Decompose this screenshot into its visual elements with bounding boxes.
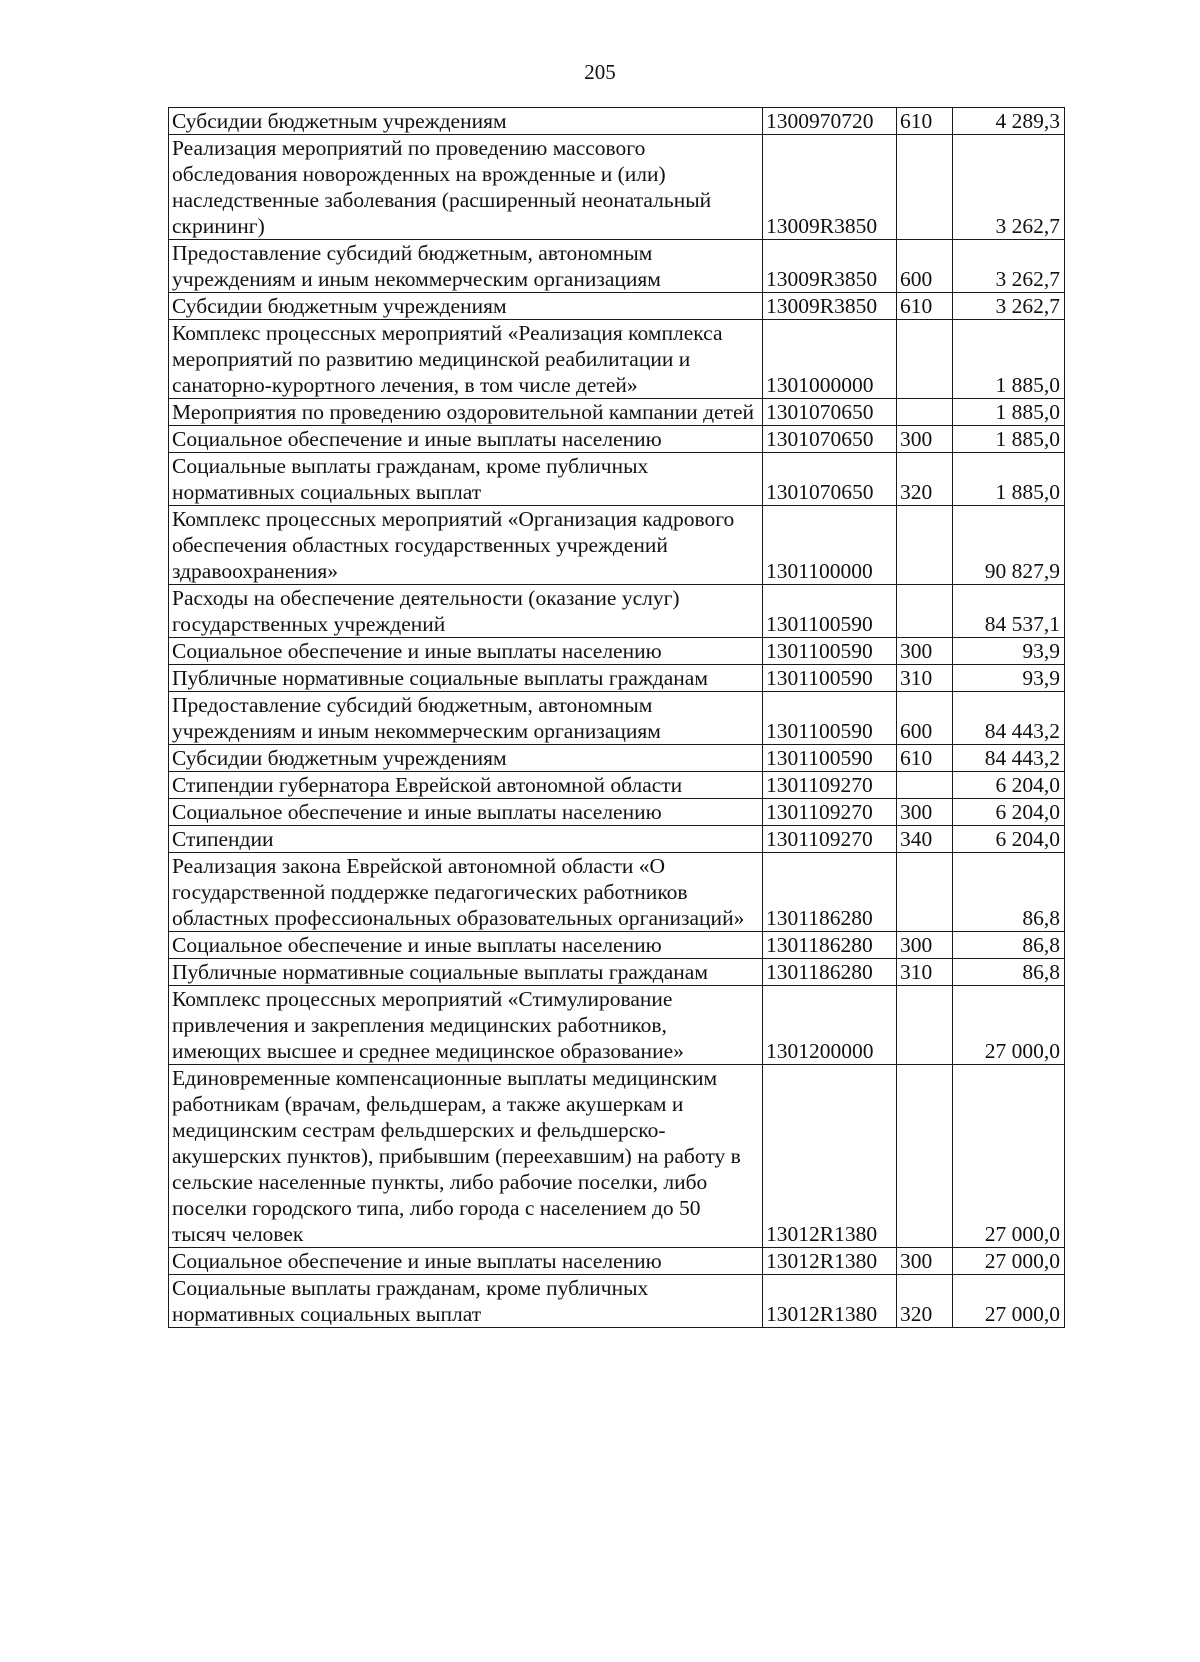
row-code-cell: 13012R1380 [763,1065,897,1248]
row-name-cell: Социальное обеспечение и иные выплаты населению [169,932,763,959]
row-code-cell: 1301100590 [763,638,897,665]
row-sum-cell: 90 827,9 [953,506,1065,585]
row-type-cell: 310 [897,665,953,692]
row-type-cell [897,135,953,240]
table-row [169,665,1065,692]
row-code-cell: 1301070650 [763,399,897,426]
row-sum-cell: 27 000,0 [953,1065,1065,1248]
row-sum-cell: 86,8 [953,853,1065,932]
table-row [169,293,1065,320]
row-sum-cell: 84 443,2 [953,745,1065,772]
row-type-cell: 610 [897,745,953,772]
row-code-cell: 1301070650 [763,453,897,506]
row-code-cell: 13009R3850 [763,293,897,320]
page-number: 205 [584,60,616,84]
row-name-cell: Единовременные компенсационные выплаты медицинским работникам (врачам, фельдшерам, а также акушеркам и медицинским сестрам фельдшерских и фельдшерско-акушерских пунктов), прибывшим (переехавшим) на работу в сельские населенные пункты, либо рабочие поселки, либо поселки городского типа, либо города с населением до 50 тысяч человек [169,1065,763,1248]
row-sum-cell: 27 000,0 [953,1275,1065,1328]
row-code-cell: 1301100590 [763,665,897,692]
table-row [169,399,1065,426]
row-type-cell [897,585,953,638]
row-name-cell: Предоставление субсидий бюджетным, автономным учреждениям и иным некоммерческим организациям [169,240,763,293]
row-type-cell [897,506,953,585]
row-type-cell: 610 [897,293,953,320]
table-row [169,320,1065,399]
table-row [169,585,1065,638]
row-type-cell: 300 [897,932,953,959]
table-row [169,506,1065,585]
row-sum-cell: 6 204,0 [953,826,1065,853]
table-row [169,799,1065,826]
row-type-cell: 600 [897,240,953,293]
row-sum-cell: 1 885,0 [953,320,1065,399]
row-type-cell: 300 [897,1248,953,1275]
row-code-cell: 1301109270 [763,799,897,826]
row-name-cell: Социальное обеспечение и иные выплаты населению [169,638,763,665]
table-row [169,453,1065,506]
row-code-cell: 13009R3850 [763,240,897,293]
row-sum-cell: 1 885,0 [953,453,1065,506]
row-name-cell: Комплекс процессных мероприятий «Стимулирование привлечения и закрепления медицинских работников, имеющих высшее и среднее медицинское образование» [169,986,763,1065]
row-code-cell: 1301100000 [763,506,897,585]
row-name-cell: Стипендии [169,826,763,853]
row-sum-cell: 1 885,0 [953,399,1065,426]
row-name-cell: Социальное обеспечение и иные выплаты населению [169,426,763,453]
row-sum-cell: 1 885,0 [953,426,1065,453]
row-sum-cell: 3 262,7 [953,135,1065,240]
table-row [169,745,1065,772]
row-code-cell: 1301109270 [763,772,897,799]
table-row [169,1275,1065,1328]
row-name-cell: Комплекс процессных мероприятий «Организация кадрового обеспечения областных государственных учреждений здравоохранения» [169,506,763,585]
row-type-cell [897,320,953,399]
row-type-cell: 300 [897,426,953,453]
row-type-cell: 600 [897,692,953,745]
table-row [169,959,1065,986]
table-row [169,240,1065,293]
row-name-cell: Социальное обеспечение и иные выплаты населению [169,799,763,826]
row-type-cell [897,1065,953,1248]
row-sum-cell: 93,9 [953,638,1065,665]
row-name-cell: Субсидии бюджетным учреждениям [169,745,763,772]
row-code-cell: 1300970720 [763,108,897,135]
table-row [169,1065,1065,1248]
row-code-cell: 13012R1380 [763,1248,897,1275]
row-sum-cell: 27 000,0 [953,986,1065,1065]
row-code-cell: 1301070650 [763,426,897,453]
row-code-cell: 1301186280 [763,932,897,959]
row-sum-cell: 84 537,1 [953,585,1065,638]
table-row [169,772,1065,799]
row-sum-cell: 84 443,2 [953,692,1065,745]
row-code-cell: 1301186280 [763,853,897,932]
row-sum-cell: 27 000,0 [953,1248,1065,1275]
row-type-cell [897,772,953,799]
row-sum-cell: 86,8 [953,932,1065,959]
row-type-cell [897,853,953,932]
row-code-cell: 13012R1380 [763,1275,897,1328]
row-sum-cell: 4 289,3 [953,108,1065,135]
row-type-cell: 300 [897,799,953,826]
row-name-cell: Социальные выплаты гражданам, кроме публичных нормативных социальных выплат [169,453,763,506]
row-code-cell: 1301100590 [763,692,897,745]
table-row [169,426,1065,453]
row-type-cell: 340 [897,826,953,853]
row-name-cell: Реализация закона Еврейской автономной области «О государственной поддержке педагогических работников областных профессиональных образовательных организаций» [169,853,763,932]
table-row [169,932,1065,959]
budget-table [168,107,1065,1328]
row-type-cell [897,986,953,1065]
row-type-cell: 320 [897,453,953,506]
row-name-cell: Социальное обеспечение и иные выплаты населению [169,1248,763,1275]
table-row [169,135,1065,240]
row-type-cell: 320 [897,1275,953,1328]
budget-table-body [169,108,1065,1328]
row-code-cell: 1301200000 [763,986,897,1065]
row-type-cell: 610 [897,108,953,135]
table-row [169,108,1065,135]
row-sum-cell: 6 204,0 [953,799,1065,826]
row-type-cell [897,399,953,426]
row-name-cell: Публичные нормативные социальные выплаты гражданам [169,665,763,692]
row-code-cell: 1301109270 [763,826,897,853]
row-name-cell: Реализация мероприятий по проведению массового обследования новорожденных на врожденные и (или) наследственные заболевания (расширенный неонатальный скрининг) [169,135,763,240]
table-row [169,1248,1065,1275]
row-code-cell: 1301100590 [763,585,897,638]
row-name-cell: Предоставление субсидий бюджетным, автономным учреждениям и иным некоммерческим организациям [169,692,763,745]
row-name-cell: Субсидии бюджетным учреждениям [169,293,763,320]
table-row [169,986,1065,1065]
row-sum-cell: 3 262,7 [953,293,1065,320]
row-code-cell: 1301186280 [763,959,897,986]
row-code-cell: 1301100590 [763,745,897,772]
row-name-cell: Социальные выплаты гражданам, кроме публичных нормативных социальных выплат [169,1275,763,1328]
table-row [169,692,1065,745]
row-code-cell: 1301000000 [763,320,897,399]
table-row [169,826,1065,853]
row-name-cell: Комплекс процессных мероприятий «Реализация комплекса мероприятий по развитию медицинской реабилитации и санаторно-курортного лечения, в том числе детей» [169,320,763,399]
row-sum-cell: 86,8 [953,959,1065,986]
table-row [169,853,1065,932]
row-type-cell: 310 [897,959,953,986]
table-row [169,638,1065,665]
row-name-cell: Мероприятия по проведению оздоровительной кампании детей [169,399,763,426]
row-name-cell: Стипендии губернатора Еврейской автономной области [169,772,763,799]
row-name-cell: Расходы на обеспечение деятельности (оказание услуг) государственных учреждений [169,585,763,638]
row-code-cell: 13009R3850 [763,135,897,240]
row-name-cell: Субсидии бюджетным учреждениям [169,108,763,135]
row-sum-cell: 6 204,0 [953,772,1065,799]
row-type-cell: 300 [897,638,953,665]
row-name-cell: Публичные нормативные социальные выплаты гражданам [169,959,763,986]
row-sum-cell: 3 262,7 [953,240,1065,293]
row-sum-cell: 93,9 [953,665,1065,692]
